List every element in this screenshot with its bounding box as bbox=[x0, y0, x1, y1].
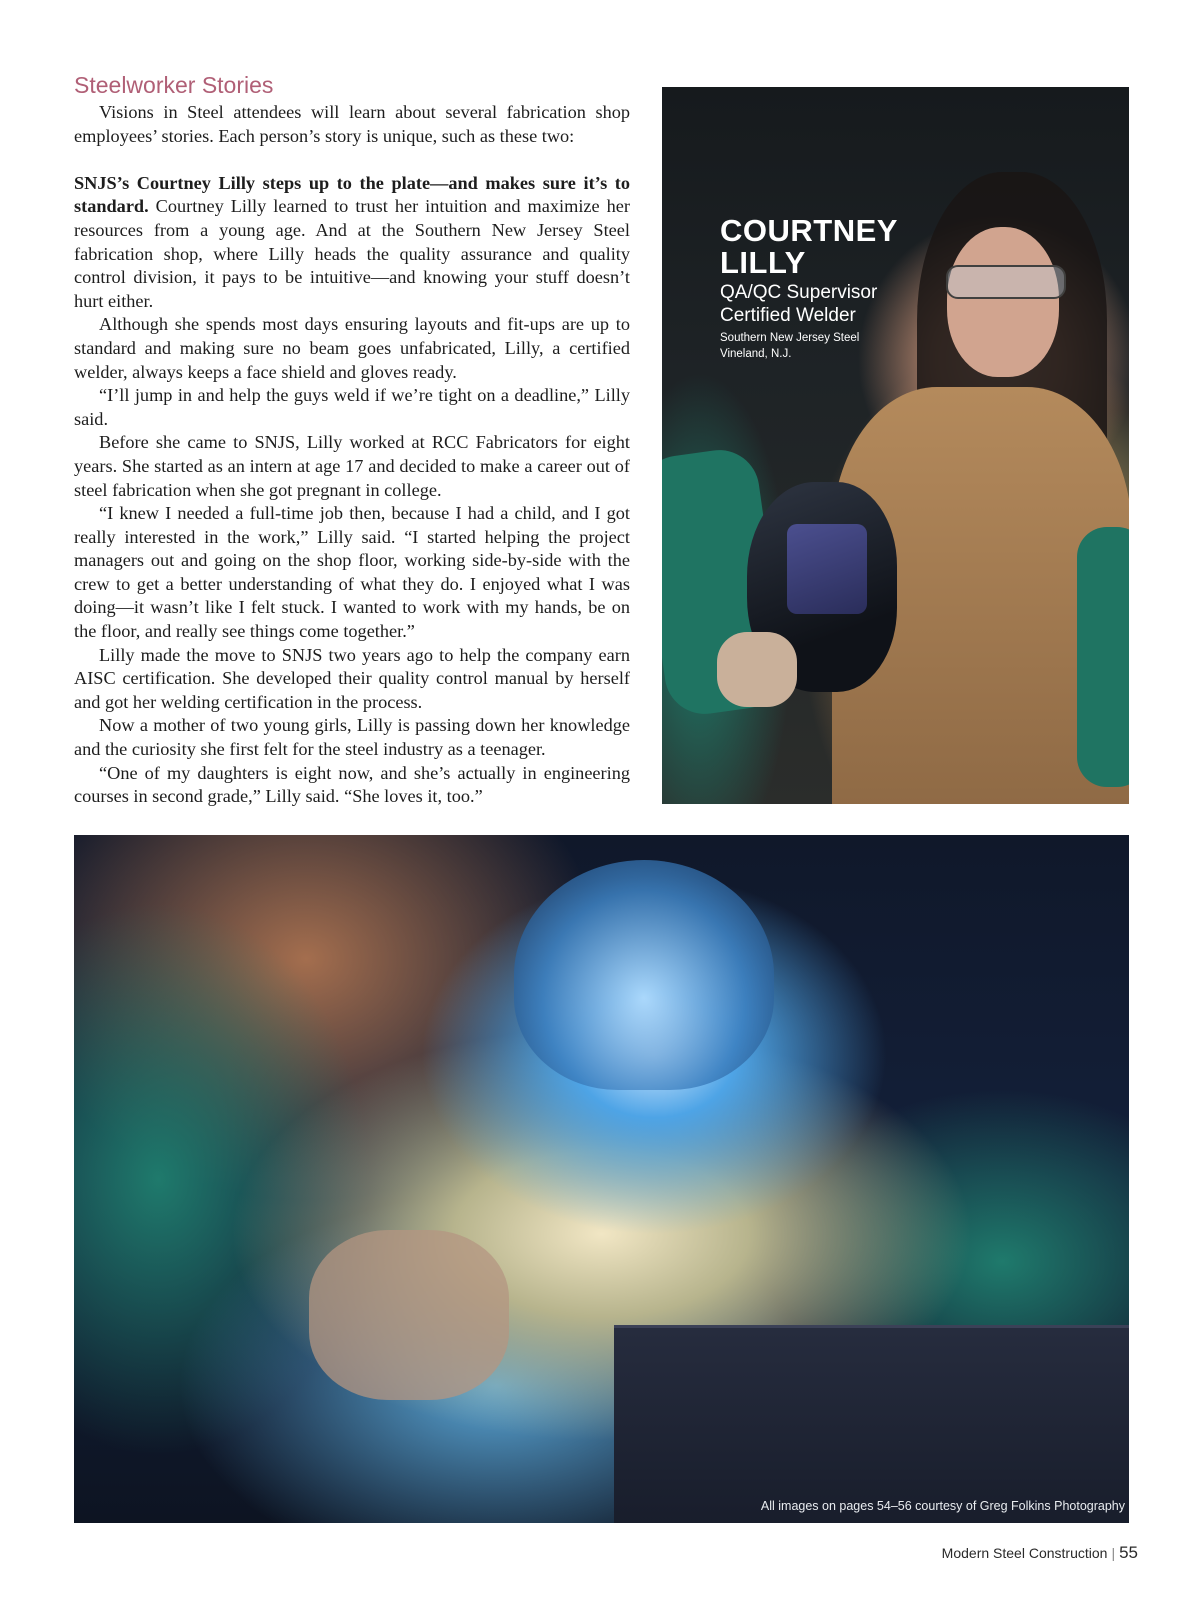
page-number: 55 bbox=[1119, 1543, 1138, 1562]
paragraph-gap bbox=[74, 148, 630, 172]
photo-glove bbox=[309, 1230, 509, 1400]
lead-headline: SNJS’s Courtney Lilly steps up to the plate—and makes sure it’s to standard. bbox=[74, 172, 630, 217]
portrait-photo bbox=[662, 87, 1129, 804]
page-footer bbox=[942, 1543, 1138, 1563]
article-body bbox=[74, 101, 630, 809]
photo-glove bbox=[717, 632, 797, 707]
footer-separator: | bbox=[1111, 1545, 1116, 1561]
publication-name: Modern Steel Construction bbox=[941, 1545, 1108, 1561]
caption-title: QA/QC Supervisor bbox=[720, 282, 878, 303]
section-title: Steelworker Stories bbox=[74, 72, 274, 98]
quote-paragraph: “I knew I needed a full-time job then, because I had a child, and I got really interested in the work,” Lilly said. “I started helping the project managers out and going on the shop floor, working side-by-side with the crew to get a better understanding of what they do. I enjoyed what I was doing—it wasn’t like I felt stuck. I wanted to work with my hands, be on the floor, and really see things come together.” bbox=[74, 503, 630, 642]
intro-paragraph: Visions in Steel attendees will learn about several fabrication shop employees’ stories. Each person’s story is unique, such as these two: bbox=[74, 102, 630, 146]
photo-welding-helmet bbox=[514, 860, 774, 1090]
photo-face bbox=[947, 227, 1059, 377]
photo-credit: All images on pages 54–56 courtesy of Greg Folkins Photography bbox=[760, 1499, 1125, 1513]
photo-helmet-visor bbox=[787, 524, 867, 614]
lead-paragraph bbox=[74, 172, 630, 314]
photo-safety-glasses bbox=[946, 265, 1066, 299]
caption-certification: Certified Welder bbox=[720, 305, 856, 326]
photo-sleeve-right bbox=[1077, 527, 1129, 787]
quote-paragraph: “I’ll jump in and help the guys weld if we’re tight on a deadline,” Lilly said. bbox=[74, 385, 630, 429]
caption-name: COURTNEY LILLY bbox=[720, 213, 898, 280]
quote-paragraph: “One of my daughters is eight now, and she’s actually in engineering courses in second grade,” Lilly said. “She loves it, too.” bbox=[74, 762, 630, 807]
body-paragraph: Now a mother of two young girls, Lilly is passing down her knowledge and the curiosity she first felt for the steel industry as a teenager. bbox=[74, 715, 630, 760]
body-paragraph: Although she spends most days ensuring layouts and fit-ups are up to standard and making sure no beam goes unfabricated, Lilly, a certified welder, always keeps a face shield and gloves ready. bbox=[74, 314, 630, 382]
body-paragraph: Before she came to SNJS, Lilly worked at RCC Fabricators for eight years. She started as an intern at age 17 and decided to make a career out of steel fabrication when she got pregnant in college. bbox=[74, 432, 630, 500]
welding-photo bbox=[74, 835, 1129, 1523]
portrait-caption bbox=[720, 215, 920, 362]
body-paragraph: Lilly made the move to SNJS two years ago to help the company earn AISC certification. She developed their quality control manual by herself and got her welding certification in the process. bbox=[74, 644, 630, 712]
caption-location: Vineland, N.J. bbox=[720, 348, 792, 360]
lead-text: Courtney Lilly learned to trust her intuition and maximize her resources from a young age. And at the Southern New Jersey Steel fabrication shop, where Lilly heads the quality assurance and quality control division, it pays to be intuitive—and knowing your stuff doesn’t hurt either. bbox=[74, 196, 630, 311]
photo-steel-plate bbox=[614, 1325, 1129, 1523]
caption-company: Southern New Jersey Steel bbox=[720, 332, 860, 344]
